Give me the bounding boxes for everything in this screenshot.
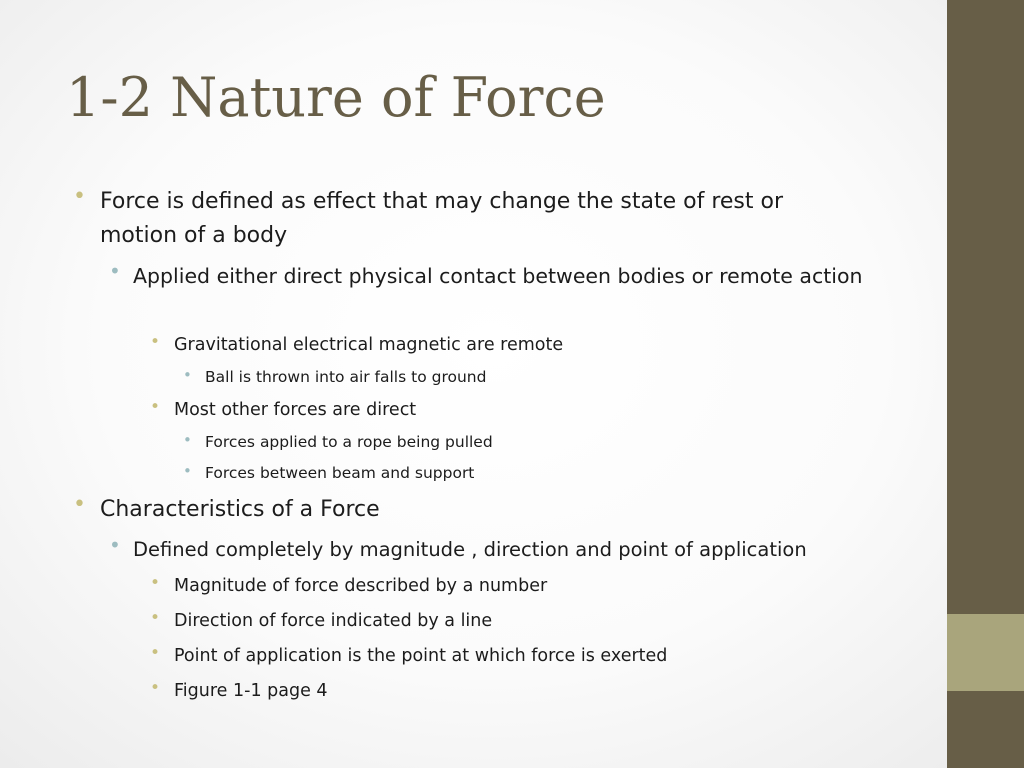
bullet-text: Applied either direct physical contact between bodies or remote action	[133, 264, 863, 288]
bullet-marker: •	[183, 431, 192, 449]
bullet-marker: •	[150, 643, 161, 663]
bullet-marker: •	[109, 533, 121, 557]
bullet-text: Point of application is the point at which force is exerted	[174, 646, 668, 666]
bullet-item	[150, 573, 914, 599]
bullet-marker: •	[73, 492, 86, 517]
bullet-item	[150, 643, 914, 669]
bullet-marker: •	[183, 366, 192, 384]
bullet-marker: •	[150, 397, 161, 417]
bullet-item	[183, 462, 905, 484]
bullet-text: Magnitude of force described by a number	[174, 576, 548, 596]
bullet-marker: •	[150, 573, 161, 593]
bullet-item	[150, 678, 914, 704]
sidebar-accent-block	[947, 614, 1024, 691]
bullet-text: Figure 1-1 page 4	[174, 681, 328, 701]
bullet-text: Most other forces are direct	[174, 400, 417, 420]
bullet-marker: •	[150, 678, 161, 698]
bullet-text: Defined completely by magnitude , direction and point of application	[133, 538, 807, 561]
bullet-marker: •	[109, 259, 121, 283]
bullet-item	[73, 492, 860, 527]
bullet-item	[109, 259, 873, 292]
bullet-marker: •	[150, 608, 161, 628]
bullet-marker: •	[183, 462, 192, 480]
bullet-item	[183, 431, 905, 453]
bullet-text: Force is defined as effect that may change the state of rest or motion of a body	[100, 189, 784, 248]
bullet-marker: •	[73, 184, 86, 209]
bullet-item	[183, 366, 905, 388]
bullet-text: Forces applied to a rope being pulled	[205, 433, 493, 451]
bullet-item	[150, 397, 914, 423]
bullet-item	[150, 332, 914, 358]
bullet-text: Forces between beam and support	[205, 464, 475, 482]
bullet-text: Ball is thrown into air falls to ground	[205, 368, 487, 386]
bullet-item	[109, 533, 923, 566]
bullet-text: Characteristics of a Force	[100, 497, 380, 522]
bullet-text: Direction of force indicated by a line	[174, 611, 493, 631]
bullet-item	[150, 608, 914, 634]
bullet-text: Gravitational electrical magnetic are remote	[174, 335, 564, 355]
slide-title: 1-2 Nature of Force	[66, 66, 606, 129]
bullet-item	[73, 184, 830, 253]
bullet-marker: •	[150, 332, 161, 352]
